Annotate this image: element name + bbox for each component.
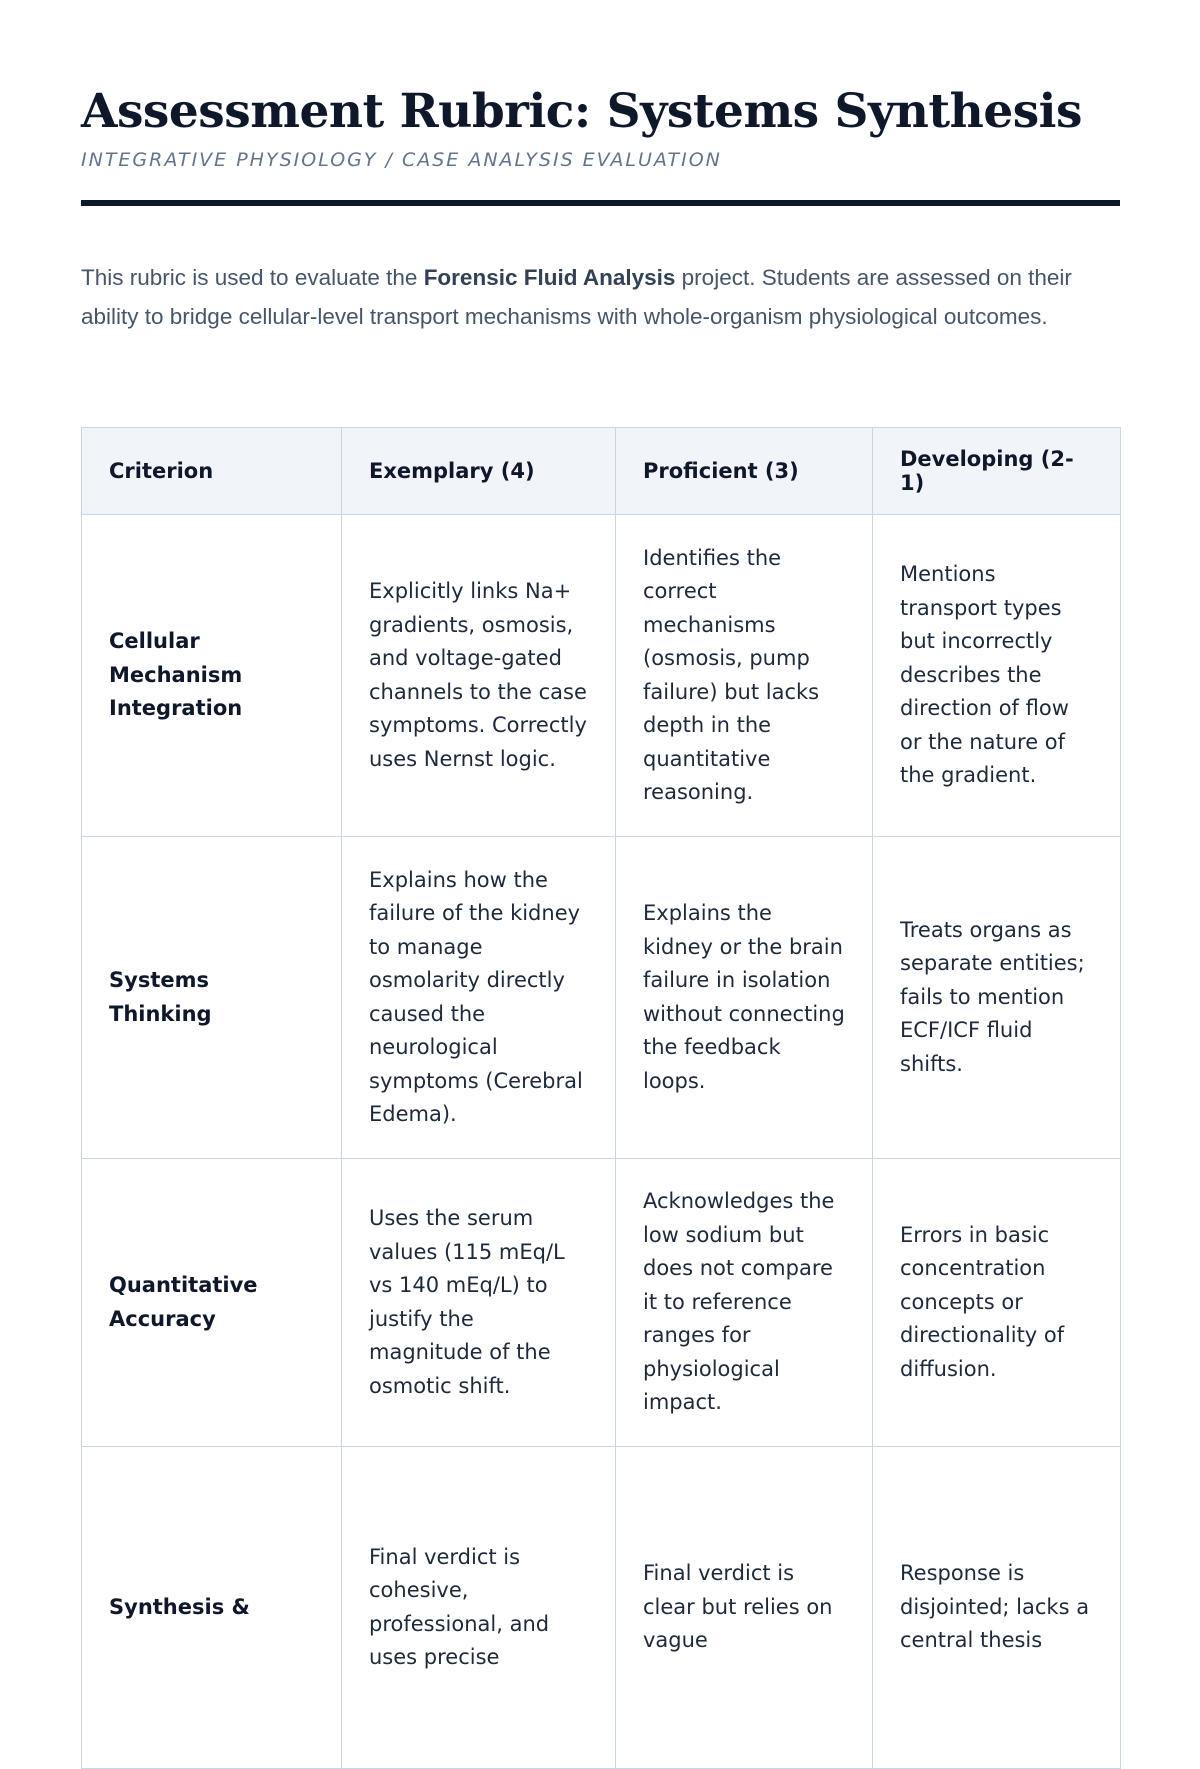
proficient-cell: Acknowledges the low sodium but does not compare it to reference ranges for physiological impact. xyxy=(616,1159,873,1447)
developing-cell: Errors in basic concentration concepts or directionality of diffusion. xyxy=(873,1159,1121,1447)
proficient-cell: Explains the kidney or the brain failure in isolation without connecting the feedback loops. xyxy=(616,837,873,1159)
exemplary-cell: Explicitly links Na+ gradients, osmosis, and voltage-gated channels to the case symptoms. Correctly uses Nernst logic. xyxy=(342,515,616,837)
intro-text-before: This rubric is used to evaluate the xyxy=(81,265,424,290)
exemplary-cell: Uses the serum values (115 mEq/L vs 140 mEq/L) to justify the magnitude of the osmotic shift. xyxy=(342,1159,616,1447)
exemplary-cell: Explains how the failure of the kidney to manage osmolarity directly caused the neurological symptoms (Cerebral Edema). xyxy=(342,837,616,1159)
intro-paragraph xyxy=(81,259,1120,336)
intro-project-name: Forensic Fluid Analysis xyxy=(423,265,676,290)
criterion-cell: Quantitative Accuracy xyxy=(82,1159,342,1447)
developing-cell: Treats organs as separate entities; fails to mention ECF/ICF fluid shifts. xyxy=(873,837,1121,1159)
table-row xyxy=(82,1159,1121,1447)
column-header-exemplary: Exemplary (4) xyxy=(342,428,616,515)
table-header-row xyxy=(82,428,1121,515)
column-header-criterion: Criterion xyxy=(82,428,342,515)
table-row xyxy=(82,1447,1121,1769)
proficient-cell: Identifies the correct mechanisms (osmosis, pump failure) but lacks depth in the quantitative reasoning. xyxy=(616,515,873,837)
rubric-table xyxy=(81,427,1121,1769)
column-header-proficient: Proficient (3) xyxy=(616,428,873,515)
criterion-cell: Synthesis & xyxy=(82,1447,342,1769)
page-subtitle: INTEGRATIVE PHYSIOLOGY / CASE ANALYSIS EVALUATION xyxy=(81,149,722,171)
table-row xyxy=(82,837,1121,1159)
intro-text-after: project. Students are assessed on their ability to bridge cellular-level transport mechanisms with whole-organism physiological outcomes. xyxy=(81,265,1072,329)
developing-cell: Mentions transport types but incorrectly describes the direction of flow or the nature of the gradient. xyxy=(873,515,1121,837)
header-divider xyxy=(81,200,1120,206)
developing-cell: Response is disjointed; lacks a central thesis xyxy=(873,1447,1121,1769)
criterion-cell: Systems Thinking xyxy=(82,837,342,1159)
table-row xyxy=(82,515,1121,837)
criterion-cell: Cellular Mechanism Integration xyxy=(82,515,342,837)
page-title: Assessment Rubric: Systems Synthesis xyxy=(81,84,1082,139)
exemplary-cell: Final verdict is cohesive, professional, and uses precise xyxy=(342,1447,616,1769)
proficient-cell: Final verdict is clear but relies on vague xyxy=(616,1447,873,1769)
column-header-developing: Developing (2-1) xyxy=(873,428,1121,515)
